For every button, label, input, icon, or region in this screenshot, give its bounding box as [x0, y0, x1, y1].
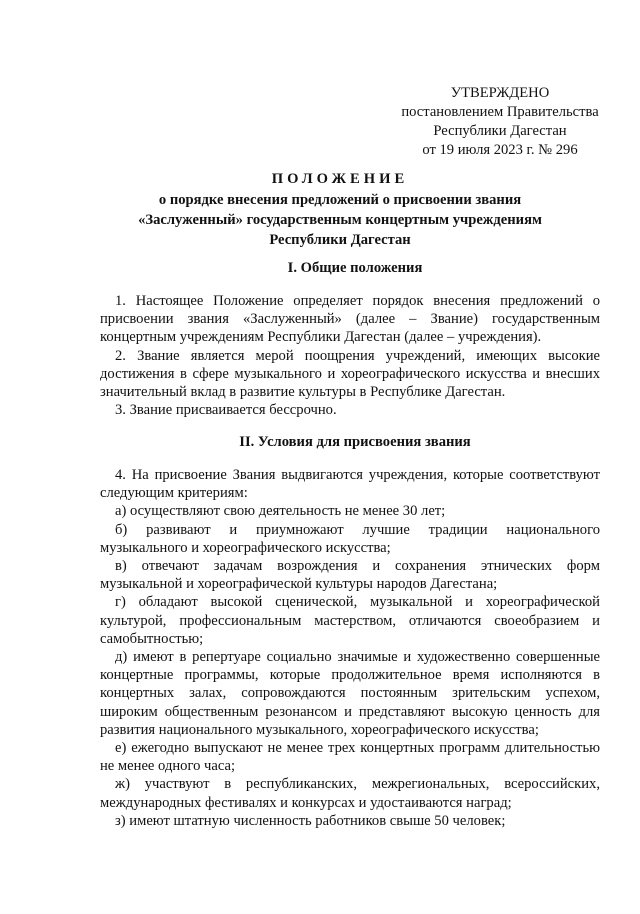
document-subtitle-line-3: Республики Дагестан: [269, 232, 411, 248]
section-1-heading: I. Общие положения: [287, 260, 423, 276]
criteria-intro: 4. На присвоение Звания выдвигаются учреждения, которые соответствуют следующим критериям:: [100, 467, 600, 502]
section-1-paragraph-1: 1. Настоящее Положение определяет порядок внесения предложений о присвоении звания «Заслуженный» (далее – Звание) государственным концертным учреждениям Республики Дагестан (далее – учреждения).: [100, 293, 600, 346]
section-1-paragraph-2: 2. Звание является мерой поощрения учреждений, имеющих высокие достижения в сфере музыкального и хореографического искусства и внесших значительный вклад в развитие культуры в Республике Дагестан.: [100, 347, 600, 401]
approval-stamp: [380, 84, 620, 160]
section-1-body: [100, 292, 600, 419]
section-1-paragraph-3: 3. Звание присваивается бессрочно.: [115, 402, 337, 419]
approval-line-date: от 19 июля 2023 г. № 296: [422, 142, 578, 158]
document-heading: ПОЛОЖЕНИЕ: [271, 171, 409, 187]
criterion-v: в) отвечают задачам возрождения и сохранения этнических форм музыкальной и хореографической культуры народов Дагестана;: [100, 558, 600, 593]
criterion-b: б) развивают и приумножают лучшие традиции национального музыкального и хореографического искусства;: [100, 521, 600, 556]
approval-title: УТВЕРЖДЕНО: [450, 85, 550, 101]
document-title: [100, 170, 580, 251]
criterion-e: е) ежегодно выпускают не менее трех концертных программ длительностью не менее одного часа;: [100, 740, 600, 775]
approval-line-decree: постановлением Правительства: [401, 104, 599, 120]
criterion-zh: ж) участвуют в республиканских, межрегиональных, всероссийских, международных фестивалях и конкурсах и удостаиваются наград;: [100, 776, 600, 811]
section-2-body: [100, 466, 600, 830]
criterion-g: г) обладают высокой сценической, музыкальной и хореографической культурой, профессиональным мастерством, отличаются своеобразием и самобытностью;: [100, 594, 600, 647]
criterion-z: з) имеют штатную численность работников свыше 50 человек;: [115, 812, 506, 829]
criterion-d: д) имеют в репертуаре социально значимые и художественно совершенные концертные программы, которые продолжительное время исполняются в концертных залах, сопровождаются постоянным зрительским успехом, широким общественным резонансом и представляют высокую ценность для развития национального музыкального, хореографического искусства;: [100, 649, 600, 738]
document-subtitle-line-1: о порядке внесения предложений о присвоении звания: [158, 192, 522, 208]
approval-line-government: Республики Дагестан: [433, 123, 567, 139]
criterion-a: а) осуществляют свою деятельность не менее 30 лет;: [115, 503, 446, 520]
section-2-heading: II. Условия для присвоения звания: [239, 434, 471, 450]
document-subtitle-line-2: «Заслуженный» государственным концертным учреждениям: [138, 212, 542, 228]
